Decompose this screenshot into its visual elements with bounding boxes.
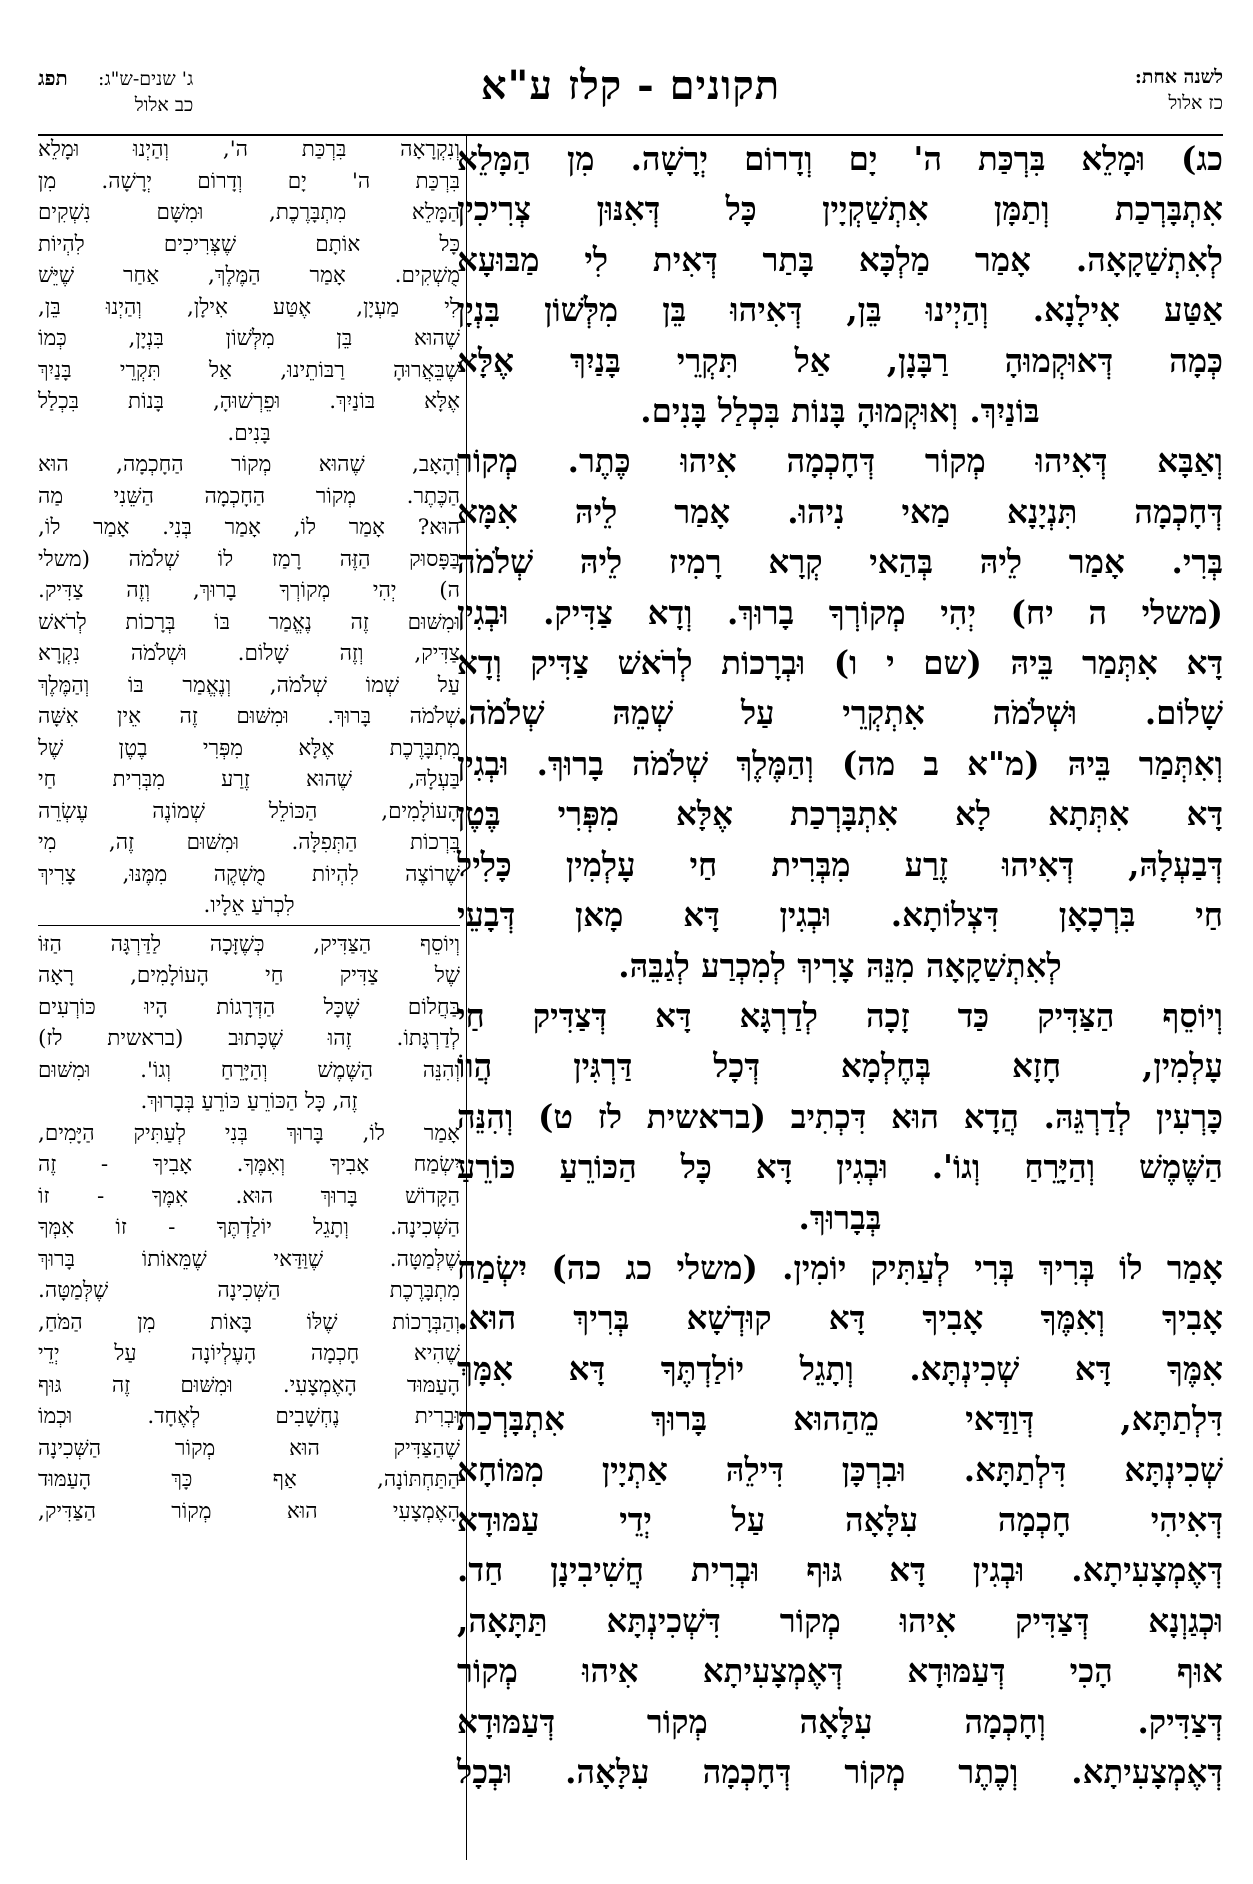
text-line: בְּבָרוּךְ. [798, 1197, 882, 1237]
comm-line: וְיוֹסֵף הַצַּדִּיק, כְּשֶׁזָּכָה לַדַּרְגָּה הַזּוֹ [38, 931, 460, 957]
comm-line: בִּרְכוֹת הַתְּפִלָּה. וּמִשּׁוּם זֶה, מִי [38, 830, 460, 855]
comm-line: מִתְבָּרֶכֶת הַשְּׁכִינָה שֶׁלְּמַטָּה. [38, 1278, 460, 1303]
comm-line: וּמִשּׁוּם זֶה נֶאֱמַר בּוֹ בְּרָכוֹת לְרֹאשׁ [38, 609, 460, 635]
comm-line: שֶׁלְּמַטָּה. שֶׁוַּדַּאי שֶׁמֵּאוֹתוֹ בָּרוּךְ [38, 1246, 460, 1272]
text-line: אִתְבָּרְכַת וְתַמָּן אִתְשַׁקְיָין כָּל דְּאִנּוּן צְרִיכִין [457, 189, 1223, 229]
text-line: אִמֶּךָ דָּא שְׁכִינְתָּא. וְתָגֵל יוֹלַדְתֶּךָ דָּא אִמָּךְ [457, 1348, 1223, 1388]
comm-line: לִי מַעְיָן, אֶטַּע אִילָן, וְהַיְנוּ בֵּן, [38, 294, 460, 320]
text-line: אָמַר לוֹ בְּרִיךְ בְּרִי לְעַתִּיק יוֹמִין. (משלי כג כה) יִשְׂמַח [457, 1247, 1223, 1287]
text-line: הַשֶּׁמֶשׁ וְהַיָּרֵחַ וְגוֹ'. וּבְגִין דָּא כָּל הַכּוֹרֵעַ כּוֹרֵעַ [457, 1147, 1223, 1187]
comm-line: שֶׁבֵּאֲרוּהָ רַבּוֹתֵינוּ, אַל תִּקְרֵי בָּנַיִךְ [38, 357, 460, 383]
text-line: חַי בִּרְכָאָן דִּצְלוֹתָא. וּבְגִין דָּא מָאן דְּבָעֵי [457, 895, 1223, 935]
text-line: (משלי ה יח) יְהִי מְקוֹרְךָ בָרוּךְ. וְדָא צַדִּיק. וּבְגִין [457, 592, 1223, 632]
text-line: בּוֹנַיִךְ. וְאוּקְמוּהָ בָּנוֹת בִּכְלַל בָּנִים. [640, 391, 1040, 431]
comm-line: בַּחֲלוֹם שֶׁכָּל הַדְּרָגוֹת הָיוּ כּוֹרְעִים [38, 994, 460, 1020]
schedule-label: לשנה אחת: [1134, 66, 1223, 88]
comm-line: וְנִקְרָאָה בִּרְכַּת ה', וְהַיְנוּ וּמָלֵא [38, 137, 460, 162]
comm-line: הָעוֹלָמִים, הַכּוֹלֵל שְׁמוֹנֶה עֶשְׂרֵה [38, 798, 460, 824]
comm-line: וְהַבְּרָכוֹת שֶׁלּוֹ בָּאוֹת מִן הַמֹּחַ, [38, 1309, 460, 1335]
text-line: כג) וּמָלֵא בִּרְכַּת ה' יָם וְדָרוֹם יְרָשָׁה. מִן הַמָּלֵא [457, 139, 1223, 178]
comm-line: זֶה, כָּל הַכּוֹרֵעַ כּוֹרֵעַ בְּבָרוּךְ. [140, 1089, 358, 1114]
comm-line: בַּפָּסוּק הַזֶּה רָמַז לוֹ שְׁלֹמֹה (משלי [38, 546, 460, 572]
comm-line: כָּל אוֹתָם שֶׁצְּרִיכִים לִהְיוֹת [38, 231, 460, 257]
text-line: לְאִתְשַׁקָאָה. אָמַר מַלְכָּא בָּתַר דְּאִית לִי מַבּוּעָא [457, 239, 1223, 279]
comm-line: וְהָאָב, שֶׁהוּא מְקוֹר הַחָכְמָה, הוּא [38, 452, 460, 477]
comm-line: הָאֶמְצָעִי הוּא מְקוֹר הַצַּדִּיק, [38, 1498, 460, 1524]
text-line: וְאִתְּמַר בֵּיהּ (מ"א ב מה) וְהַמֶּלֶךְ שְׁלֹמֹה בָרוּךְ. וּבְגִין [457, 743, 1223, 783]
comm-line: הָעַמּוּד הָאֶמְצָעִי. וּמִשּׁוּם זֶה גּוּף [38, 1372, 460, 1398]
comm-line: וְהִנֵּה הַשֶּׁמֶשׁ וְהַיָּרֵחַ וְגוֹ'. וּמִשּׁוּם [38, 1057, 460, 1083]
text-line: דְּאֶמְצָעִיתָא. וּבְגִין דָּא גּוּף וּבְרִית חֲשִׁיבִינָן חַד. [457, 1550, 1223, 1590]
comm-line: בִּרְכַּת ה' יָם וְדָרוֹם יְרָשָׁה. מִן [38, 168, 460, 194]
text-line: שְׁכִינְתָּא דִּלְתַתָּא. וּבִרְכָּן דִּילֵהּ אַתְיָין מִמּוֹחָא [457, 1449, 1223, 1489]
reading-schedule-three-years [98, 66, 193, 118]
text-line: אָבִיךָ וְאִמֶּךָ אָבִיךָ דָּא קוּדְשָׁא בְּרִיךְ הוּא. [457, 1298, 1223, 1338]
text-line: דְּאֶמְצָעִיתָא. וְכֶתֶר מְקוֹר דְּחָכְמָה עִלָּאָה. וּבְכָל [457, 1752, 1223, 1791]
comm-line: לִכְרֹעַ אֵלָיו. [203, 893, 295, 918]
schedule-date: כז אלול [1168, 92, 1223, 114]
section-divider [38, 925, 460, 926]
text-line: עָלְמִין, חָזָא בְּחֶלְמָא דְּכָל דַּרְגִּין הֲווֹ [457, 1046, 1223, 1086]
text-line: דְּאִיהִי חָכְמָה עִלָּאָה עַל יְדֵי עַמּוּדָא [457, 1499, 1223, 1539]
comm-line: בַּעְלָהּ, שֶׁהוּא זֶרַע מִבְּרִית חַי [38, 767, 460, 792]
text-line: וְיוֹסֵף הַצַּדִּיק כַּד זָכָה לְדַרְגָּא דָּא דְּצַדִּיק חַי [457, 995, 1223, 1035]
page-title: תקונים - קלז ע"א [480, 62, 781, 109]
comm-line: הַתַּחְתּוֹנָה, אַף כָּךְ הָעַמּוּד [38, 1467, 460, 1492]
main-text-column [457, 134, 1223, 1797]
comm-line: עַל שְׁמוֹ שְׁלֹמֹה, וְנֶאֱמַר בּוֹ וְהַמֶּלֶךְ [38, 672, 460, 698]
comm-line: יִשְׂמַח אָבִיךָ וְאִמֶּךָ. אָבִיךָ - זֶה [38, 1152, 460, 1177]
text-line: דְּחָכְמָה תִּנְיָנָא מַאי נִיהוּ. אָמַר לֵיהּ אִמָּא [457, 491, 1223, 531]
text-line: דְּצַדִּיק. וְחָכְמָה עִלָּאָה מְקוֹר דְּעַמּוּדָא [457, 1701, 1223, 1741]
comm-line: שֶׁהִיא חָכְמָה הָעֶלְיוֹנָה עַל יְדֵי [38, 1341, 460, 1366]
comm-line: לְדַרְגָּתוֹ. זֶהוּ שֶׁכָּתוּב (בראשית לז) [38, 1026, 460, 1051]
text-line: דְּבַעְלָהּ, דְּאִיהוּ זֶרַע מִבְּרִית חַי עָלְמִין כָּלִיל [457, 844, 1223, 884]
schedule-date: כב אלול [134, 94, 194, 116]
text-line: דִּלְתַתָּא, דְּוַדַּאי מֵהַהוּא בָּרוּךְ אִתְבָּרְכַת [457, 1399, 1223, 1439]
text-line: וְאַבָּא דְּאִיהוּ מְקוֹר דְּחָכְמָה אִיהוּ כֶּתֶר. מְקוֹר [457, 441, 1223, 481]
comm-line: הַשְּׁכִינָה. וְתָגֵל יוֹלַדְתֶּךָ - זוֹ אִמְּךָ [38, 1215, 460, 1240]
text-line: לְאִתְשַׁקָאָה מִנֵּהּ צָרִיךְ לְמִכְרַע לְגַבֵּהּ. [618, 945, 1062, 985]
comm-line: הַכֶּתֶר. מְקוֹר הַחָכְמָה הַשֵּׁנִי מַה [38, 483, 460, 509]
comm-line: בָּנִים. [227, 420, 271, 446]
comm-line: הַמָּלֵא מִתְבָּרֶכֶת, וּמִשָּׁם נִשְׁקִים [38, 200, 460, 225]
translation-column [38, 134, 460, 1527]
text-line: דָּא אִתְּמַר בֵּיהּ (שם י ו) וּבְרָכוֹת לְרֹאשׁ צַדִּיק וְדָא [457, 643, 1223, 683]
text-line: אוּף הָכִי דְּעַמּוּדָא דְּאֶמְצָעִיתָא אִיהוּ מְקוֹר [457, 1651, 1223, 1691]
schedule-label: ג' שנים-ש"ג: [98, 68, 194, 90]
text-line: וּכְגַוְנָא דְּצַדִּיק אִיהוּ מְקוֹר דִּשְׁכִינְתָּא תַּתָּאָה, [457, 1600, 1223, 1640]
comm-line: שֶׁרוֹצֶה לִהְיוֹת מֻשְׁקֶה מִמֶּנּוּ, צָרִיךְ [38, 861, 460, 887]
comm-line: הַקָּדוֹשׁ בָּרוּךְ הוּא. אִמֶּךָ - זוֹ [38, 1183, 460, 1209]
page-header [38, 58, 1223, 140]
comm-line: ה) יְהִי מְקוֹרְךָ בָרוּךְ, וְזֶה צַדִּיק. [38, 578, 460, 603]
comm-line: שֶׁהוּא בֵּן מִלְּשׁוֹן בִּנְיָן, כְּמוֹ [38, 326, 460, 351]
text-line: כָּרְעִין לְדַרְגֵּהּ. הֲדָא הוּא דִּכְתִיב (בראשית לז ט) וְהִנֵּה [457, 1096, 1223, 1136]
comm-line: הוּא? אָמַר לוֹ, אָמַר בְּנִי. אָמַר לוֹ, [38, 515, 460, 540]
text-line: אַטַּע אִילָנָא. וְהַיְינוּ בֵּן, דְּאִיהוּ בֵּן מִלְּשׁוֹן בִּנְיָן [457, 290, 1223, 330]
comm-line: אֶלָּא בּוֹנַיִךְ. וּפֵרְשׁוּהָ, בָּנוֹת בִּכְלַל [38, 389, 460, 414]
text-line: דָּא אִתְּתָא לָא אִתְבָּרְכַת אֶלָּא מִפְּרִי בֶּטֶן [457, 794, 1223, 834]
comm-line: שֶׁל צַדִּיק חַי הָעוֹלָמִים, רָאָה [38, 963, 460, 988]
text-line: בְּרִי. אָמַר לֵיהּ בְּהַאי קְרָא רָמִיז לֵיהּ שְׁלֹמֹה [457, 542, 1223, 582]
comm-line: וּבְרִית נֶחְשָׁבִים לְאֶחָד. וּכְמוֹ [38, 1404, 460, 1429]
comm-line: צַדִּיק, וְזֶה שָׁלוֹם. וּשְׁלֹמֹה נִקְרָא [38, 641, 460, 666]
comm-line: שְׁלֹמֹה בָּרוּךְ. וּמִשּׁוּם זֶה אֵין אִשָּׁה [38, 704, 460, 729]
comm-line: מֻשְׁקִים. אָמַר הַמֶּלֶךְ, אַחַר שֶׁיֵּשׁ [38, 263, 460, 288]
comm-line: שֶׁהַצַּדִּיק הוּא מְקוֹר הַשְּׁכִינָה [38, 1435, 460, 1461]
comm-line: אָמַר לוֹ, בָּרוּךְ בְּנִי לְעַתִּיק הַיָּמִים, [38, 1120, 460, 1146]
page-number: תפג [38, 66, 68, 90]
text-line: שָׁלוֹם. וּשְׁלֹמֹה אִתְקְרֵי עַל שְׁמֵהּ שְׁלֹמֹה. [457, 693, 1223, 733]
comm-line: מִתְבָּרֶכֶת אֶלָּא מִפְּרִי בֶטֶן שֶׁל [38, 735, 460, 761]
text-line: כְּמָה דְּאוּקְמוּהָ רַבָּנָן, אַל תִּקְרֵי בָּנַיִךְ אֶלָּא [457, 340, 1223, 380]
